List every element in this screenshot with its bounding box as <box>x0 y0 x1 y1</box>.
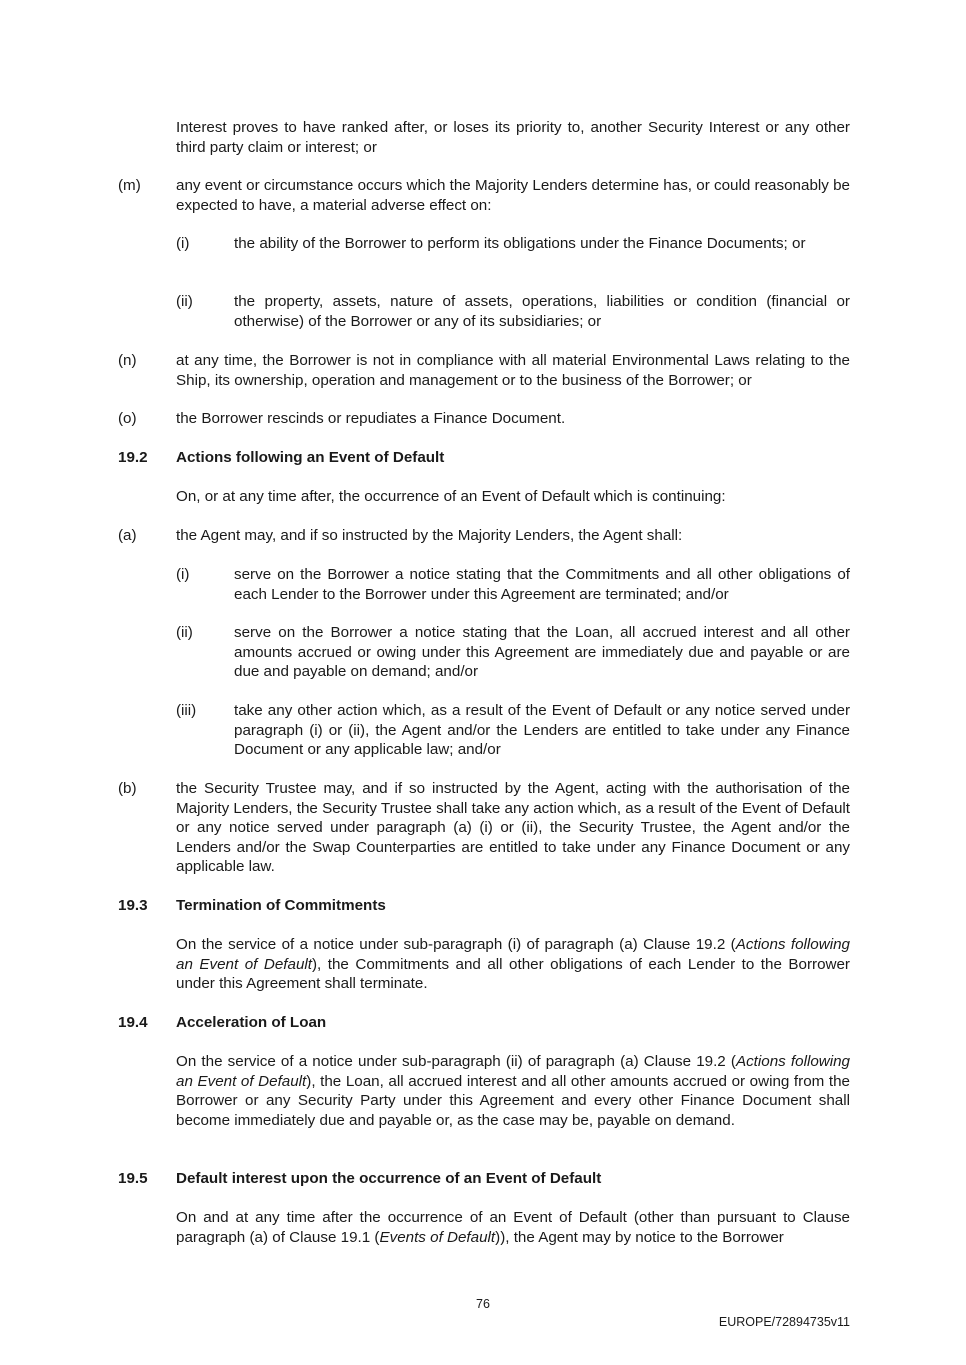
item-o-label: (o) <box>118 410 137 427</box>
section-19-3-text <box>176 935 850 994</box>
section-19-3-text-after: ), the Commitments and all other obligations of each Lender to the Borrower under this Agreement shall terminate. <box>176 955 850 992</box>
item-a-i-label: (i) <box>176 566 190 583</box>
page-number: 76 <box>476 1297 490 1311</box>
item-o-text: the Borrower rescinds or repudiates a Finance Document. <box>176 410 566 427</box>
item-m-i-label: (i) <box>176 235 190 252</box>
section-19-4-number: 19.4 <box>118 1014 148 1031</box>
item-a-ii-label: (ii) <box>176 624 193 641</box>
section-19-4-text-after: ), the Loan, all accrued interest and all other amounts accrued or owing from the Borrower or any Security Party under this Agreement and every other Finance Document shall become immediately due and payable or, as the case may be, payable on demand. <box>176 1072 850 1129</box>
item-a-iii-text: take any other action which, as a result of the Event of Default or any notice served under paragraph (i) or (ii), the Agent and/or the Lenders are entitled to take under any Finance Document or any applicable law; and/or <box>234 702 850 758</box>
item-a-label: (a) <box>118 527 137 544</box>
section-19-5-number: 19.5 <box>118 1170 148 1187</box>
section-19-3-text-before: On the service of a notice under sub-paragraph (i) of paragraph (a) Clause 19.2 ( <box>176 936 736 953</box>
section-19-2-heading: Actions following an Event of Default <box>176 449 445 466</box>
section-19-4-heading: Acceleration of Loan <box>176 1014 327 1031</box>
item-m-ii-label: (ii) <box>176 293 193 310</box>
item-a-iii-label: (iii) <box>176 702 197 719</box>
section-19-4-cross-reference: Actions following an Event of Default <box>176 1053 850 1090</box>
item-a-text: the Agent may, and if so instructed by the Majority Lenders, the Agent shall: <box>176 527 683 544</box>
section-19-4-text-before: On the service of a notice under sub-paragraph (ii) of paragraph (a) Clause 19.2 ( <box>176 1053 736 1070</box>
document-reference: EUROPE/72894735v11 <box>718 1315 850 1329</box>
item-n-label: (n) <box>118 352 137 369</box>
section-19-2-intro: On, or at any time after, the occurrence of an Event of Default which is continuing: <box>176 488 726 505</box>
item-n-text: at any time, the Borrower is not in compliance with all material Environmental Laws relating to the Ship, its ownership, operation and management or to the business of the Borrower; or <box>176 352 850 389</box>
section-19-5-cross-reference: Events of Default <box>379 1228 496 1246</box>
section-19-3-heading: Termination of Commitments <box>176 897 386 914</box>
section-19-5-text-before: On and at any time after the occurrence of an Event of Default (other than pursuant to Clause paragraph (a) of Clause 19.1 ( <box>176 1209 850 1246</box>
item-a-i-text: serve on the Borrower a notice stating that the Commitments and all other obligations of each Lender to the Borrower under this Agreement are terminated; and/or <box>234 566 850 603</box>
section-19-2-number: 19.2 <box>118 449 148 466</box>
item-m-i-text: the ability of the Borrower to perform its obligations under the Finance Documents; or <box>234 235 806 252</box>
continued-paragraph: Interest proves to have ranked after, or loses its priority to, another Security Interest or any other third party claim or interest; or <box>176 119 850 156</box>
item-m-ii-text: the property, assets, nature of assets, operations, liabilities or condition (financial or otherwise) of the Borrower or any of its subsidiaries; or <box>234 293 850 330</box>
section-19-3-number: 19.3 <box>118 897 148 914</box>
section-19-5-text <box>176 1208 850 1247</box>
item-m-text: any event or circumstance occurs which the Majority Lenders determine has, or could reasonably be expected to have, a material adverse effect on: <box>176 177 850 214</box>
item-m-label: (m) <box>118 177 141 194</box>
item-b-text: the Security Trustee may, and if so instructed by the Agent, acting with the authorisation of the Majority Lenders, the Security Trustee shall take any action which, as a result of the Event of Default or any notice served under paragraph (a) (i) or (ii), the Security Trustee, the Agent and/or the Lenders and/or the Swap Counterparties are entitled to take under any Finance Document or any applicable law. <box>176 780 850 875</box>
item-a-ii-text: serve on the Borrower a notice stating that the Loan, all accrued interest and all other amounts accrued or owing under this Agreement are immediately due and payable or are due and payable on demand; and/or <box>234 624 850 680</box>
item-b-label: (b) <box>118 780 137 797</box>
section-19-3-cross-reference: Actions following an Event of Default <box>176 936 850 973</box>
section-19-5-text-after: )), the Agent may by notice to the Borrower <box>495 1228 784 1246</box>
section-19-4-text <box>176 1052 850 1130</box>
section-19-5-heading: Default interest upon the occurrence of an Event of Default <box>176 1170 602 1187</box>
